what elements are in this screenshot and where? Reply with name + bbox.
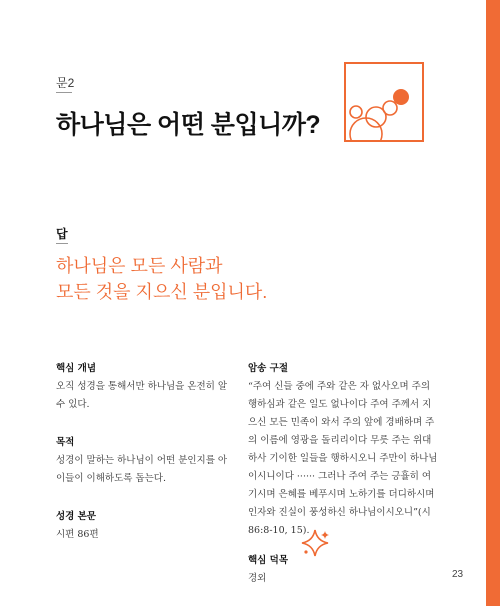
memory-verse-label: 암송 구절 bbox=[248, 363, 289, 374]
core-concept-label: 핵심 개념 bbox=[56, 363, 97, 374]
scripture-label: 성경 본문 bbox=[56, 511, 97, 522]
answer-line: 모든 것을 지으신 분입니다. bbox=[56, 282, 268, 302]
side-accent-bar bbox=[486, 0, 500, 606]
left-column bbox=[56, 360, 234, 544]
core-concept-body: 오직 성경을 통해서만 하나님을 온전히 알 수 있다. bbox=[56, 381, 228, 410]
core-virtue-label: 핵심 덕목 bbox=[248, 555, 289, 566]
bubbles-icon bbox=[344, 62, 424, 142]
answer-line: 하나님은 모든 사람과 bbox=[56, 256, 223, 276]
question-number: 문2 bbox=[56, 76, 75, 90]
sparkle-icon bbox=[300, 528, 330, 558]
answer-text bbox=[56, 253, 267, 305]
answer-divider bbox=[56, 243, 68, 244]
scripture-body: 시편 86편 bbox=[56, 529, 99, 540]
purpose-label: 목적 bbox=[56, 437, 75, 448]
page-number: 23 bbox=[452, 569, 464, 580]
question-divider bbox=[56, 92, 72, 93]
core-virtue-body: 경외 bbox=[248, 573, 267, 584]
purpose-body: 성경이 말하는 하나님이 어떤 분인지를 아이들이 이해하도록 돕는다. bbox=[56, 455, 228, 484]
question-title: 하나님은 어떤 분입니까? bbox=[56, 111, 321, 139]
answer-label: 답 bbox=[56, 227, 68, 241]
right-column bbox=[248, 360, 438, 588]
memory-verse-text: “주여 신들 중에 주와 같은 자 없사오며 주의 행하심과 같은 일도 없나이다 주여 주께서 지으신 모든 민족이 와서 주의 앞에 경배하며 주의 이름에 영광을 돌리리이다 무릇 주는 위대하사 기이한 일들을 행하시오니 주만이 하나님이시니이다 ······ 그러나 주여 주는 긍휼히 여기시며 은혜를 베푸시며 노하기를 더디하시며 인자와 진실이 풍성하신 하나님이시오니”(시 86:8-10, 15). bbox=[248, 381, 438, 536]
